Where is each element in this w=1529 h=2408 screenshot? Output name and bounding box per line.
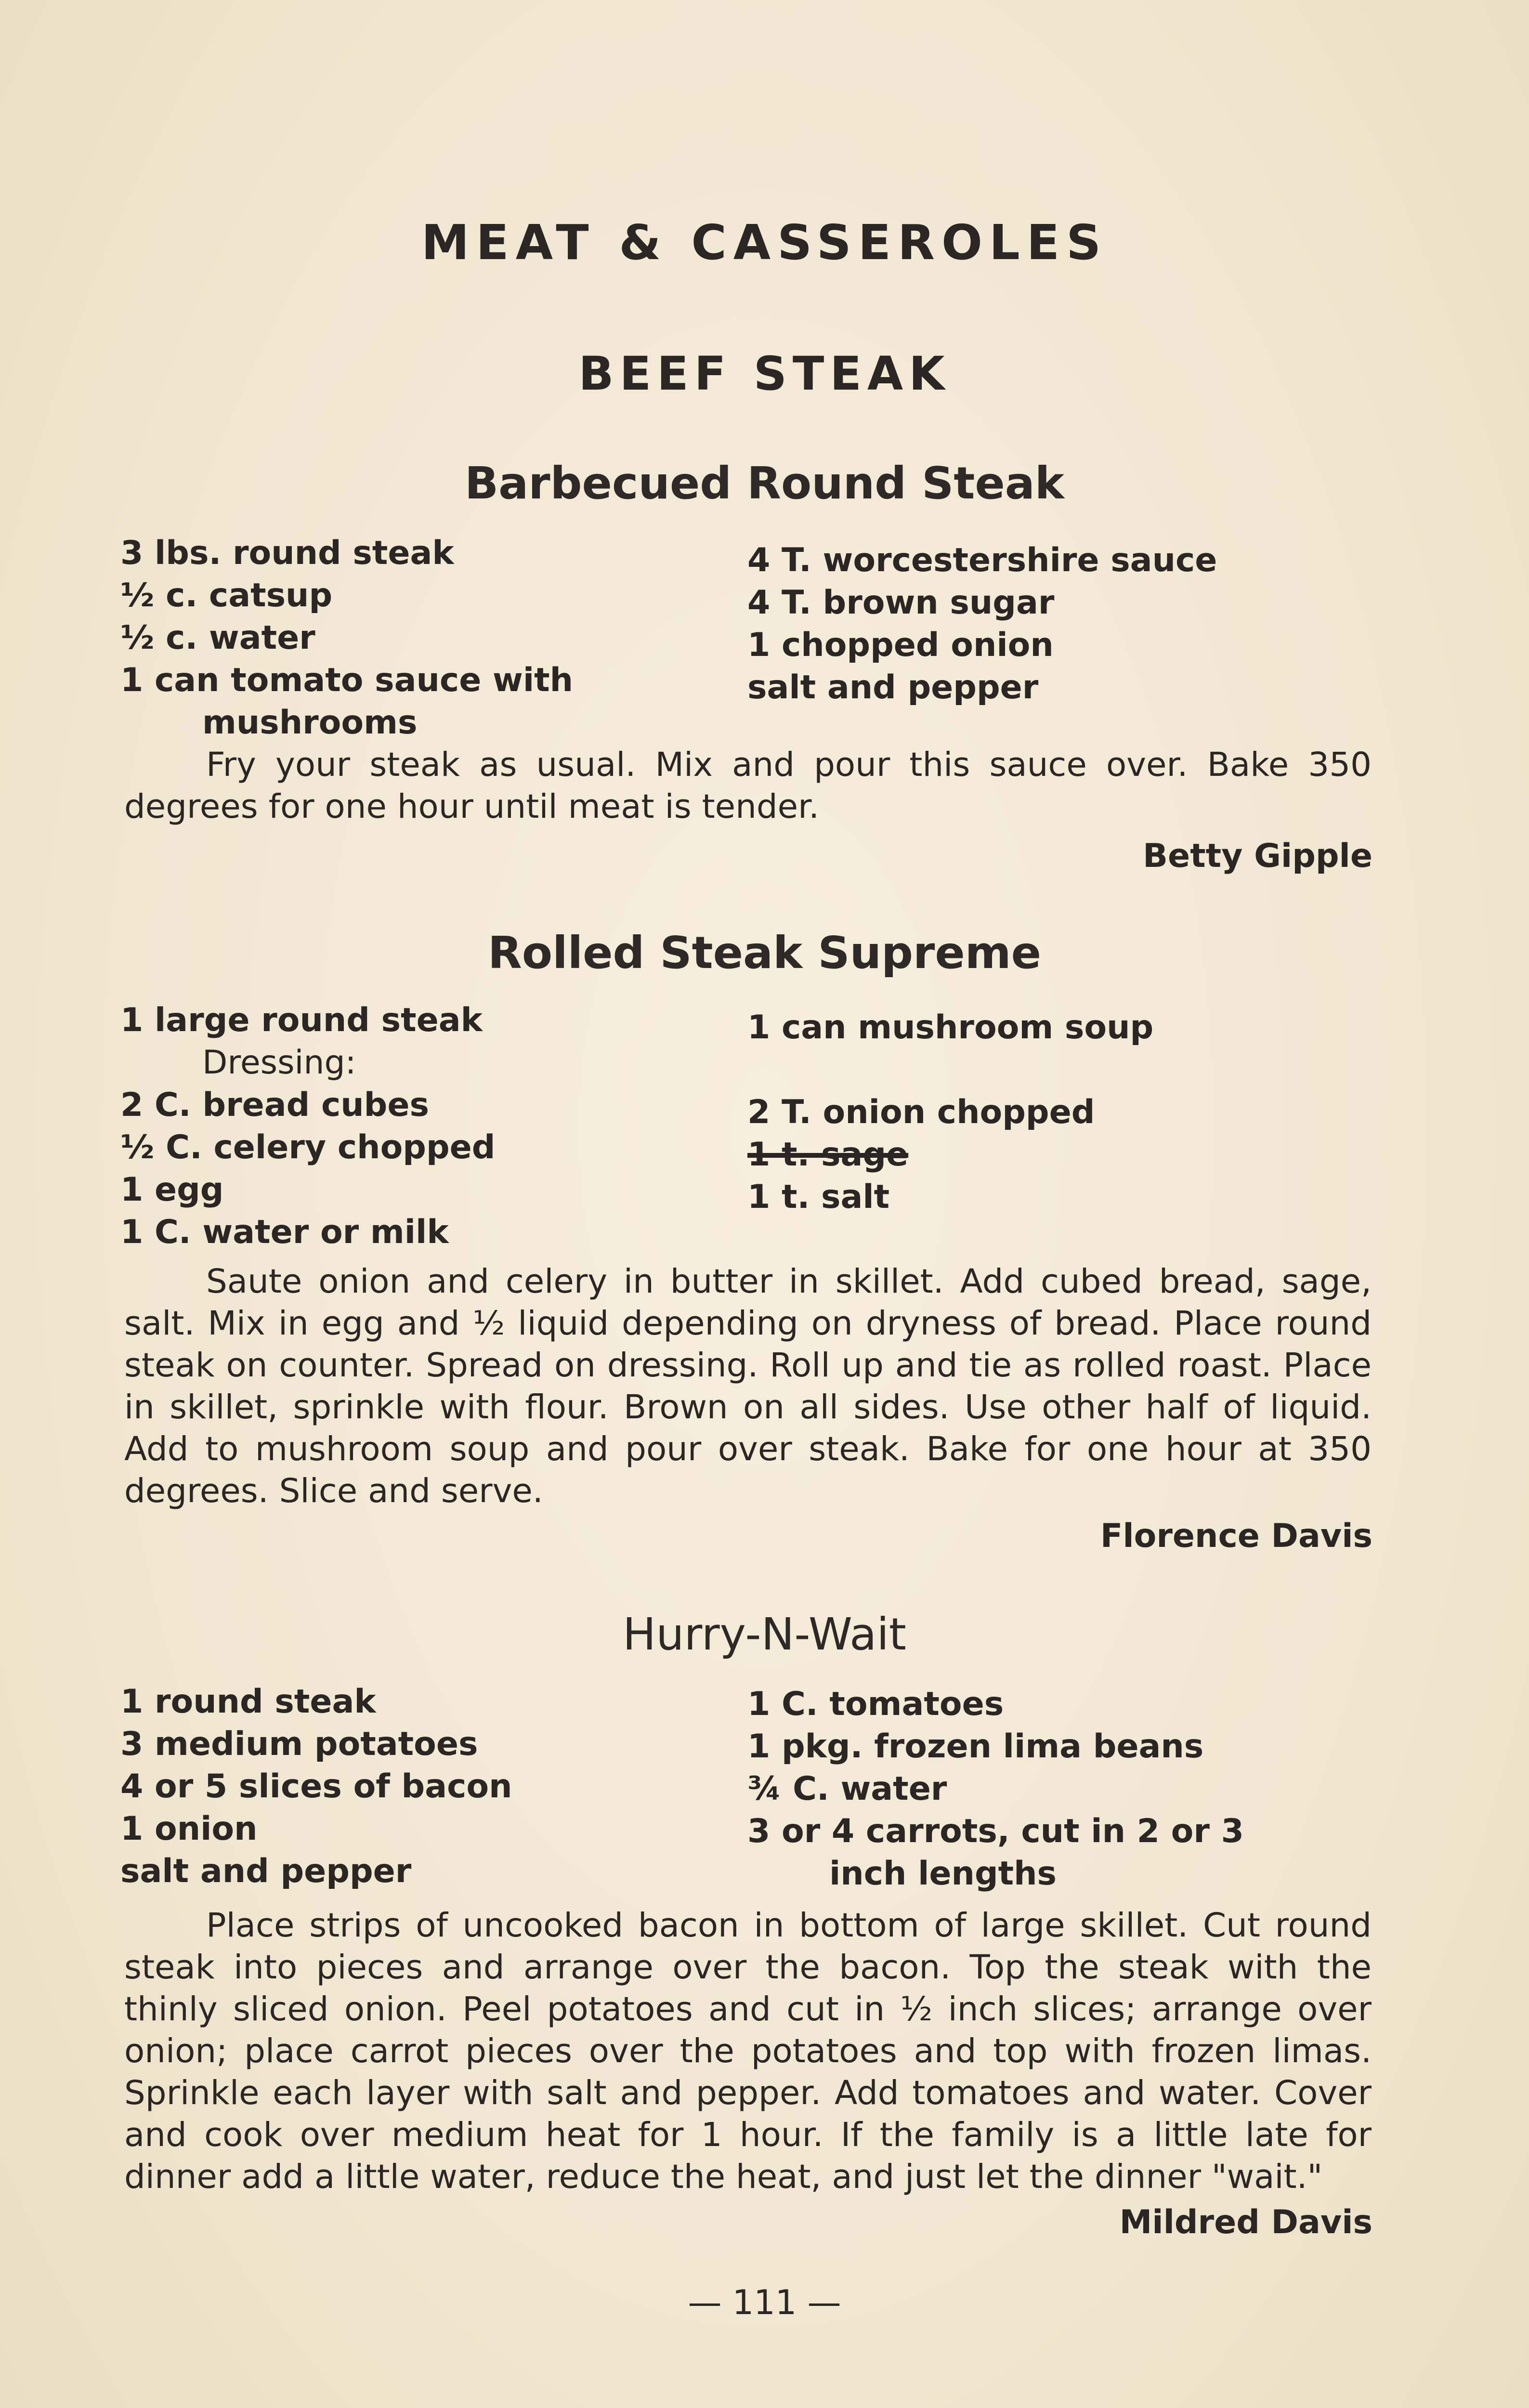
ingredient: 2 T. onion chopped xyxy=(747,1093,1095,1131)
recipe-author: Betty Gipple xyxy=(1143,837,1372,875)
recipe-author: Mildred Davis xyxy=(1119,2203,1372,2241)
ingredient: salt and pepper xyxy=(747,668,1039,707)
ingredient: 1 chopped onion xyxy=(747,626,1054,664)
ingredient: 1 egg xyxy=(120,1171,224,1209)
ingredient: mushrooms xyxy=(202,704,418,742)
ingredient: 2 C. bread cubes xyxy=(120,1086,429,1124)
ingredient: salt and pepper xyxy=(120,1852,412,1890)
ingredient: 4 T. brown sugar xyxy=(747,584,1055,622)
recipe-directions: Place strips of uncooked bacon in bottom of large skillet. Cut round steak into pieces and arrange over the bacon. Top the steak with the thinly sliced onion. Peel potatoes and cut in ½ inch slices; arrange over onion; place carrot pieces over the potatoes and top with frozen limas. Sprinkle each layer with salt and pepper. Add tomatoes and water. Cover and cook over medium heat for 1 hour. If the family is a little late for dinner add a little water, reduce the heat, and just let the dinner "wait." xyxy=(124,1906,1372,2196)
ingredient: 4 T. worcestershire sauce xyxy=(747,541,1217,579)
ingredient: ½ c. water xyxy=(120,619,315,657)
page-number: — 111 — xyxy=(688,2283,841,2322)
ingredients-right xyxy=(747,539,1217,709)
ingredient: 1 t. salt xyxy=(747,1178,890,1216)
recipe-directions: Saute onion and celery in butter in skillet. Add cubed bread, sage, salt. Mix in egg and ½ liquid depending on dryness of bread. Place round steak on counter. Spread on dressing. Roll up and tie as rolled roast. Place in skillet, sprinkle with flour. Brown on all sides. Use other half of liquid. Add to mushroom soup and pour over steak. Bake for one hour at 350 degrees. Slice and serve. xyxy=(124,1262,1372,1510)
ingredient: 3 lbs. round steak xyxy=(120,534,454,572)
ingredients-right xyxy=(747,1007,1153,1218)
ingredient-subheading: Dressing: xyxy=(202,1044,356,1082)
ingredient: inch lengths xyxy=(829,1855,1057,1893)
ingredients-right xyxy=(747,1683,1244,1895)
ingredient-crossed-out: 1 t. sage xyxy=(747,1136,909,1174)
recipe-title: Hurry-N-Wait xyxy=(623,1609,906,1660)
ingredient: 1 large round steak xyxy=(120,1001,483,1039)
recipe-title: Rolled Steak Supreme xyxy=(488,927,1041,979)
ingredient: 1 round steak xyxy=(120,1683,376,1721)
ingredient: 4 or 5 slices of bacon xyxy=(120,1767,512,1806)
section-title: MEAT & CASSEROLES xyxy=(421,214,1108,271)
ingredient: 1 can tomato sauce with xyxy=(120,661,574,699)
ingredient: 1 pkg. frozen lima beans xyxy=(747,1727,1204,1766)
ingredient: ¾ C. water xyxy=(747,1770,947,1808)
ingredient: ½ c. catsup xyxy=(120,576,333,615)
ingredient: 3 or 4 carrots, cut in 2 or 3 xyxy=(747,1812,1244,1850)
ingredients-left xyxy=(120,1681,512,1893)
ingredient: 1 onion xyxy=(120,1810,258,1848)
ingredients-left xyxy=(120,532,573,744)
ingredient: 1 C. water or milk xyxy=(120,1213,449,1251)
recipe-directions: Fry your steak as usual. Mix and pour this sauce over. Bake 350 degrees for one hour until meat is tender. xyxy=(124,746,1372,826)
recipe-author: Florence Davis xyxy=(1100,1517,1372,1555)
ingredient: 1 C. tomatoes xyxy=(747,1685,1004,1723)
ingredient: ½ C. celery chopped xyxy=(120,1128,496,1166)
recipe-title: Barbecued Round Steak xyxy=(465,458,1064,509)
ingredient: 3 medium potatoes xyxy=(120,1725,478,1763)
ingredients-left xyxy=(120,999,495,1254)
section-subtitle: BEEF STEAK xyxy=(578,347,951,401)
ingredient: 1 can mushroom soup xyxy=(747,1008,1154,1047)
